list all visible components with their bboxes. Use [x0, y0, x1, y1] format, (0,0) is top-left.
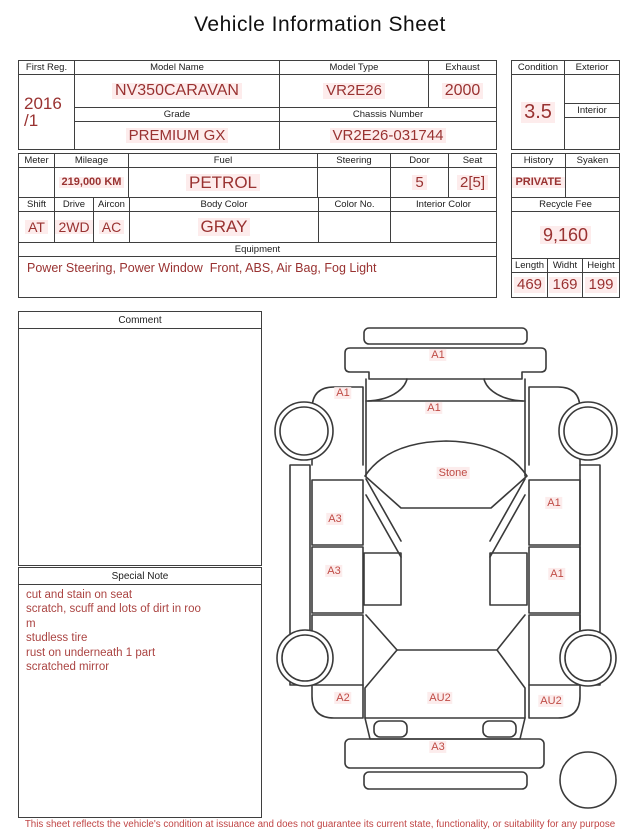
condition-header: Condition: [512, 61, 565, 75]
length-header: Length: [512, 259, 548, 272]
first-reg-header: First Reg.: [19, 61, 75, 75]
dimensions-header-row: [512, 259, 619, 273]
meter-header: Meter: [19, 154, 55, 167]
recycle-fee-header-row: [512, 198, 619, 212]
history-fee-size-table: [511, 153, 620, 298]
damage-code-label: A3: [328, 512, 342, 525]
comment-header: Comment: [19, 312, 261, 329]
syaken-header: Syaken: [576, 155, 609, 166]
history-header: History: [512, 154, 566, 167]
damage-code-label: A1: [431, 348, 445, 361]
special-note-line: rust on underneath 1 part: [26, 646, 156, 659]
car-damage-diagram: [270, 315, 640, 815]
exterior-header: Exterior: [565, 61, 619, 75]
damage-labels-layer: [270, 315, 640, 815]
steering-value: [318, 168, 391, 197]
length-value: 469: [512, 273, 548, 297]
first-reg-value: [19, 75, 75, 149]
exterior-value: [565, 75, 619, 104]
special-note-line: studless tire: [26, 632, 88, 645]
damage-code-label: A1: [336, 386, 350, 399]
aircon-value: AC: [94, 212, 130, 242]
model-type-header: Model Type: [280, 61, 429, 75]
page-title: Vehicle Information Sheet: [194, 13, 446, 36]
mileage-header: Mileage: [55, 154, 129, 167]
exhaust-value: 2000: [429, 75, 496, 108]
equipment-header: Equipment: [234, 244, 281, 255]
syaken-value: [566, 168, 619, 197]
mileage-value: 219,000 KM: [55, 168, 129, 197]
body-color-header: Body Color: [130, 198, 319, 211]
condition-value: 3.5: [512, 75, 565, 149]
dimensions-value-row: [512, 273, 619, 297]
color-no-header: Color No.: [319, 198, 391, 211]
history-header-row: [512, 154, 619, 168]
damage-code-label: Stone: [438, 466, 468, 479]
special-note-header: Special Note: [19, 568, 261, 585]
special-note-body: [19, 585, 261, 817]
width-header: Widht: [548, 259, 583, 272]
steering-header: Steering: [318, 154, 391, 167]
special-note-line: cut and stain on seat: [26, 589, 133, 601]
door-value: 5: [391, 168, 449, 197]
details-header-row-1: [19, 154, 496, 168]
comment-body: [19, 329, 261, 565]
special-note-line: scratched mirror: [26, 661, 110, 674]
details-value-row-1: [19, 168, 496, 198]
shift-header: Shift: [19, 198, 55, 211]
recycle-fee-value-row: [512, 212, 619, 259]
height-value: 199: [583, 273, 619, 297]
chassis-number-header: Chassis Number: [280, 108, 496, 122]
interior-header: Interior: [565, 104, 619, 118]
model-name-header: Model Name: [75, 61, 280, 75]
seat-value: 2[5]: [449, 168, 496, 197]
recycle-fee-value: 9,160: [512, 212, 619, 258]
drive-header: Drive: [55, 198, 94, 211]
height-header: Height: [587, 260, 615, 271]
equipment-value-row: [19, 257, 496, 297]
chassis-number-value: VR2E26-031744: [280, 122, 496, 149]
exhaust-header: Exhaust: [429, 61, 496, 75]
color-no-value: [319, 212, 391, 242]
fuel-value: PETROL: [129, 168, 318, 197]
disclaimer-text: This sheet reflects the vehicle's condition at issuance and does not guarantee its current state, functionality, or suitability for any purpose: [24, 819, 616, 830]
interior-value: [565, 118, 619, 149]
history-value: PRIVATE: [512, 168, 566, 197]
drive-value: 2WD: [55, 212, 94, 242]
interior-color-header: Interior Color: [416, 199, 471, 210]
model-type-value: VR2E26: [280, 75, 429, 108]
condition-table: [511, 60, 620, 150]
comment-box: [18, 311, 262, 566]
details-value-row-2: [19, 212, 496, 243]
damage-code-label: A1: [547, 496, 561, 509]
recycle-fee-header: Recycle Fee: [539, 199, 592, 210]
damage-code-label: A3: [431, 740, 445, 753]
grade-header: Grade: [75, 108, 280, 122]
damage-code-label: AU2: [429, 691, 451, 704]
vehicle-details-table: [18, 153, 497, 298]
interior-color-value: [391, 212, 496, 242]
body-color-value: GRAY: [130, 212, 319, 242]
history-value-row: [512, 168, 619, 198]
seat-header: Seat: [462, 155, 483, 166]
damage-code-label: A3: [327, 564, 341, 577]
grade-value: PREMIUM GX: [75, 122, 280, 149]
vehicle-identity-table: [18, 60, 497, 150]
first-reg-month: /1: [24, 111, 39, 130]
meter-value: [19, 168, 55, 197]
aircon-header: Aircon: [94, 198, 130, 211]
damage-code-label: A1: [427, 401, 441, 414]
damage-code-label: A2: [336, 691, 350, 704]
special-note-line: scratch, scuff and lots of dirt in roo: [26, 603, 201, 616]
model-name-value: NV350CARAVAN: [75, 75, 280, 108]
damage-code-label: A1: [550, 567, 564, 580]
equipment-header-row: [19, 243, 496, 257]
equipment-value: Power Steering, Power Window Front, ABS, Air Bag, Fog Light: [27, 261, 377, 275]
shift-value: AT: [19, 212, 55, 242]
special-note-line: m: [26, 617, 36, 630]
special-note-box: [18, 567, 262, 818]
width-value: 169: [548, 273, 583, 297]
first-reg-year: 2016: [24, 94, 62, 113]
damage-code-label: AU2: [540, 694, 562, 707]
details-header-row-2: [19, 198, 496, 212]
fuel-header: Fuel: [129, 154, 318, 167]
door-header: Door: [391, 154, 449, 167]
